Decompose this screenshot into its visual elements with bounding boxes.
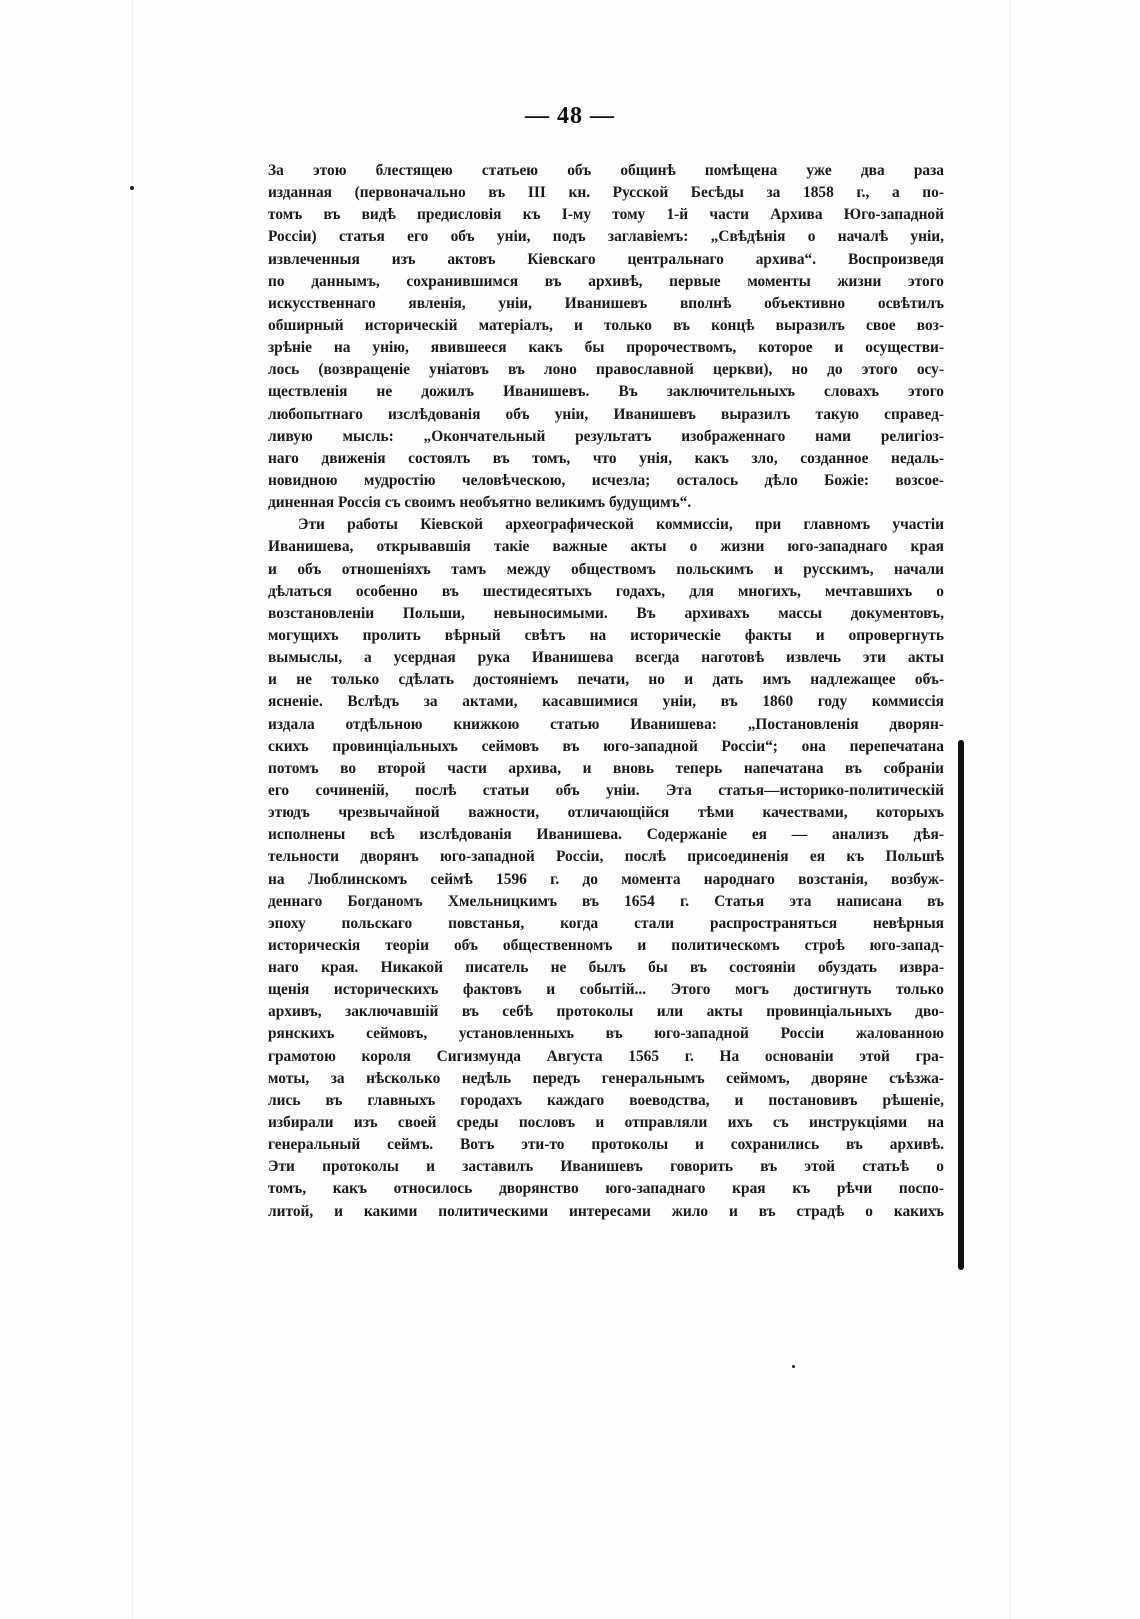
text-line: моты, за нѣсколько недѣль передъ генеральнымъ сеймомъ, дворяне съѣзжа- bbox=[268, 1069, 944, 1087]
text-line: исполнены всѣ изслѣдованія Иванишева. Содержаніе ея — анализъ дѣя- bbox=[268, 826, 944, 844]
text-line: За этою блестящею статьею объ общинѣ помѣщена уже два раза bbox=[268, 162, 944, 179]
text-line: архивъ, заключавшій въ себѣ протоколы или акты провинціальныхъ дво- bbox=[268, 1003, 944, 1021]
text-line: диненная Россія съ своимъ необъятно великимъ будущимъ“. bbox=[268, 494, 692, 512]
text-line: ливую мысль: „Окончательный результатъ изображеннаго нами религіоз- bbox=[268, 427, 944, 445]
text-line: искусственнаго явленія, уніи, Иванишевъ вполнѣ объективно освѣтилъ bbox=[268, 294, 944, 312]
text-line: изданная (первоначально въ III кн. Русской Бесѣды за 1858 г., а по- bbox=[268, 184, 944, 202]
text-line: и объ отношеніяхъ тамъ между обществомъ польскимъ и русскимъ, начали bbox=[268, 560, 944, 578]
margin-mark bbox=[958, 740, 964, 1270]
text-line: могущихъ пролить вѣрный свѣтъ на историческіе факты и опровергнуть bbox=[268, 626, 944, 644]
scan-speck bbox=[792, 1365, 795, 1368]
text-line: любопытнаго изслѣдованія объ уніи, Иванишевъ выразилъ такую справед- bbox=[268, 405, 944, 423]
text-line: потомъ во второй части архива, и вновь теперь напечатана въ собраніи bbox=[268, 759, 944, 777]
text-line: историческія теоріи объ общественномъ и политическомъ строѣ юго-запад- bbox=[268, 936, 944, 954]
text-line: рянскихъ сеймовъ, установленныхъ въ юго-западной Россіи жалованною bbox=[268, 1025, 944, 1043]
scan-speck bbox=[130, 186, 134, 190]
text-line: возстановленіи Польши, невыносимыми. Въ архивахъ массы документовъ, bbox=[268, 604, 944, 622]
text-line: этюдъ чрезвычайной важности, отличающійся тѣми качествами, которыхъ bbox=[268, 804, 944, 822]
text-line: щенія историческихъ фактовъ и событій... Этого могъ достигнуть только bbox=[268, 981, 944, 999]
text-line: ществленія не дожилъ Иванишевъ. Въ заключительныхъ словахъ этого bbox=[268, 383, 944, 401]
body-text bbox=[268, 160, 944, 1223]
text-line: новидною мудростію человѣческою, исчезла; осталось дѣло Божіе: возсое- bbox=[268, 471, 944, 489]
scan-edge-right bbox=[1010, 0, 1011, 1619]
text-line: Иванишева, открывавшія такіе важные акты о жизни юго-западнаго края bbox=[268, 538, 944, 556]
text-line: лось (возвращеніе уніатовъ въ лоно православной церкви), но до этого осу- bbox=[268, 361, 944, 379]
text-line: ясненіе. Вслѣдъ за актами, касавшимися уніи, въ 1860 году коммиссія bbox=[268, 693, 944, 711]
text-line: избирали изъ своей среды пословъ и отправляли ихъ съ инструкціями на bbox=[268, 1114, 944, 1132]
text-line: издала отдѣльною книжкою статью Иванишева: „Постановленія дворян- bbox=[268, 715, 944, 733]
text-line: генеральный сеймъ. Вотъ эти-то протоколы и сохранились въ архивѣ. bbox=[268, 1136, 944, 1154]
text-line: по даннымъ, сохранившимся въ архивѣ, первые моменты жизни этого bbox=[268, 272, 944, 290]
text-line: литой, и какими политическими интересами жило и въ страдѣ о какихъ bbox=[268, 1202, 944, 1220]
text-line: Эти работы Кіевской археографической коммиссіи, при главномъ участіи bbox=[298, 516, 944, 534]
text-line: дѣлаться особенно въ шестидесятыхъ годахъ, для многихъ, мечтавшихъ о bbox=[268, 582, 944, 600]
text-line: зрѣніе на унію, явившееся какъ бы пророчествомъ, которое и осуществи- bbox=[268, 339, 944, 357]
text-line: лись въ главныхъ городахъ каждаго воеводства, и постановивъ рѣшеніе, bbox=[268, 1091, 944, 1109]
text-line: томъ, какъ относилось дворянство юго-западнаго края къ рѣчи поспо- bbox=[268, 1180, 944, 1198]
text-line: на Люблинскомъ сеймѣ 1596 г. до момента народнаго возстанія, возбуж- bbox=[268, 870, 944, 888]
text-line: обширный историческій матеріалъ, и только въ концѣ выразилъ свое воз- bbox=[268, 316, 944, 334]
text-line: Россіи) статья его объ уніи, подъ заглавіемъ: „Свѣдѣнія о началѣ уніи, bbox=[268, 228, 944, 246]
text-line: наго края. Никакой писатель не былъ бы въ состояніи обуздать извра- bbox=[268, 959, 944, 977]
text-line: томъ въ видѣ предисловія къ I-му тому 1-й части Архива Юго-западной bbox=[268, 206, 944, 224]
text-line: его сочиненій, послѣ статьи объ уніи. Эта статья—историко-политическій bbox=[268, 781, 944, 799]
text-line: Эти протоколы и заставилъ Иванишевъ говорить въ этой статьѣ о bbox=[268, 1158, 944, 1176]
text-line: наго движенія состоялъ въ томъ, что унія, какъ зло, созданное недаль- bbox=[268, 449, 944, 467]
text-line: вымыслы, а усердная рука Иванишева всегда наготовѣ извлечь эти акты bbox=[268, 649, 944, 667]
text-line: и не только сдѣлать достояніемъ печати, но и дать имъ надлежащее объ- bbox=[268, 671, 944, 689]
page-number: — 48 — bbox=[525, 103, 615, 129]
scan-edge-left bbox=[132, 0, 133, 1619]
text-line: эпоху польскаго повстанья, когда стали распространяться невѣрныя bbox=[268, 914, 944, 932]
text-line: скихъ провинціальныхъ сеймовъ въ юго-западной Россіи“; она перепечатана bbox=[268, 737, 944, 755]
text-line: тельности дворянъ юго-западной Россіи, послѣ присоединенія ея къ Польшѣ bbox=[268, 848, 944, 866]
text-line: грамотою короля Сигизмунда Августа 1565 г. На основаніи этой гра- bbox=[268, 1047, 944, 1065]
text-line: извлеченныя изъ актовъ Кіевскаго центральнаго архива“. Воспроизведя bbox=[268, 250, 944, 268]
text-line: деннаго Богданомъ Хмельницкимъ въ 1654 г. Статья эта написана въ bbox=[268, 892, 944, 910]
